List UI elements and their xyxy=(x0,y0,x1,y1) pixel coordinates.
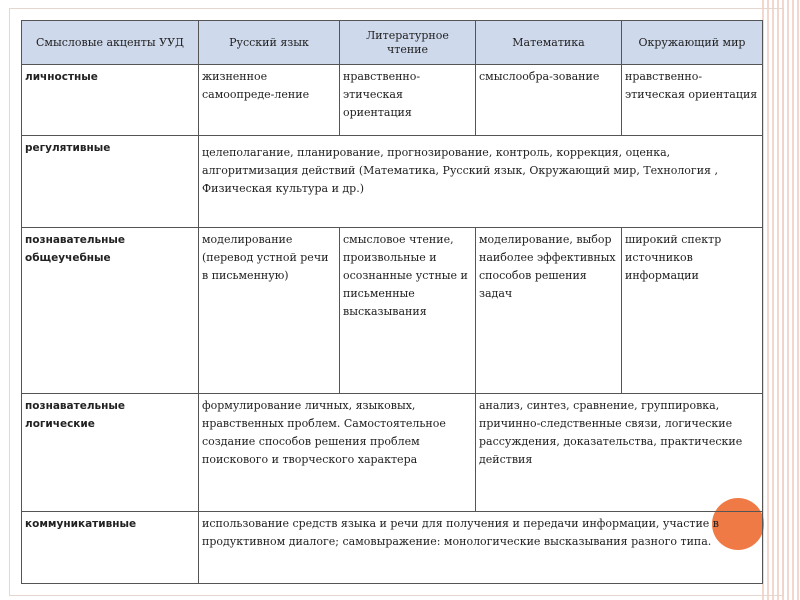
cell-cognitive-logical-math-world: анализ, синтез, сравнение, группировка, причинно-следственные связи, логические рассуждения, доказательства, практические действия xyxy=(476,394,763,512)
uud-table xyxy=(21,20,763,584)
header-math: Математика xyxy=(476,21,622,65)
row-cognitive-general xyxy=(22,228,763,394)
cell-cognitive-general-reading: смысловое чтение, произвольные и осознанные устные и письменные высказывания xyxy=(340,228,476,394)
cell-personal-math: смыслообра-зование xyxy=(476,65,622,136)
header-uud-accents: Смысловые акценты УУД xyxy=(22,21,199,65)
cell-regulatory-merged: целеполагание, планирование, прогнозирование, контроль, коррекция, оценка, алгоритмизация действий (Математика, Русский язык, Окружающий мир, Технология , Физическая культура и др.) xyxy=(199,136,763,228)
cell-cognitive-logical-russian-reading: формулирование личных, языковых, нравственных проблем. Самостоятельное создание способов решения проблем поискового и творческого характера xyxy=(199,394,476,512)
row-label-communicative: коммуникативные xyxy=(22,512,199,584)
row-regulatory xyxy=(22,136,763,228)
cell-personal-reading: нравственно-этическая ориентация xyxy=(340,65,476,136)
cell-cognitive-general-russian: моделирование (перевод устной речи в письменную) xyxy=(199,228,340,394)
row-cognitive-logical xyxy=(22,394,763,512)
header-world: Окружающий мир xyxy=(622,21,763,65)
header-russian: Русский язык xyxy=(199,21,340,65)
row-label-regulatory: регулятивные xyxy=(22,136,199,228)
row-label-cognitive-logical: познавательные логические xyxy=(22,394,199,512)
row-label-cognitive-general: познавательные общеучебные xyxy=(22,228,199,394)
table-header-row xyxy=(22,21,763,65)
cell-communicative-merged: использование средств языка и речи для получения и передачи информации, участие в продуктивном диалоге; самовыражение: монологические высказывания разного типа. xyxy=(199,512,763,584)
row-communicative xyxy=(22,512,763,584)
cell-personal-russian: жизненное самоопреде-ление xyxy=(199,65,340,136)
row-label-personal: личностные xyxy=(22,65,199,136)
row-personal xyxy=(22,65,763,136)
cell-cognitive-general-world: широкий спектр источников информации xyxy=(622,228,763,394)
header-reading: Литературное чтение xyxy=(340,21,476,65)
cell-personal-world: нравственно-этическая ориентация xyxy=(622,65,763,136)
cell-cognitive-general-math: моделирование, выбор наиболее эффективных способов решения задач xyxy=(476,228,622,394)
